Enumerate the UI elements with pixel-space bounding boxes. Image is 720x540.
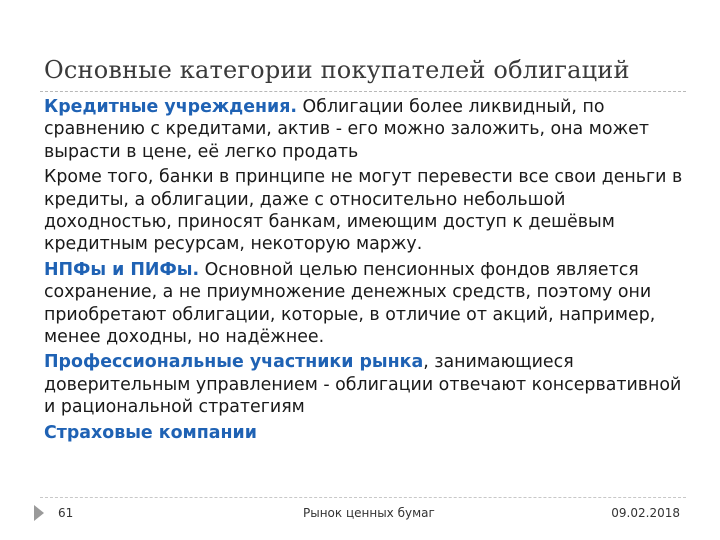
title-divider [40,91,686,92]
paragraph-highlight: Кредитные учреждения. [44,97,297,117]
paragraph-banks [44,166,694,256]
paragraph-pension-funds [44,259,694,349]
paragraph-highlight: Профессиональные участники рынка [44,352,424,373]
paragraph-text: , занимающиеся доверительным управлением - облигации отвечают консервативной и рациональной стратегиям [44,352,682,418]
paragraph-highlight: НПФы и ПИФы. [44,259,200,280]
slide-content [44,96,694,444]
triangle-arrow-icon [34,505,44,521]
slide-number: 61 [58,506,74,520]
paragraph-text: Облигации более ликвидный, по сравнению с кредитами, актив - его можно заложить, она может вырасти в цене, её легко продать [44,97,649,162]
slide-title: Основные категории покупателей облигаций [44,56,630,84]
footer-divider [40,497,686,498]
paragraph-insurance-companies [44,422,694,444]
paragraph-highlight: Страховые компании [44,422,257,443]
paragraph-text: Кроме того, банки в принципе не могут перевести все свои деньги в кредиты, а облигации, даже с относительно небольшой доходностью, приносят банкам, имеющим доступ к дешёвым кредитным ресурсам, некоторую маржу. [44,167,683,255]
paragraph-text: Основной целью пенсионных фондов является сохранение, а не приумножение денежных средств, поэтому они приобретают облигации, которые, в отличие от акций, например, менее доходны, но надёжнее. [44,259,656,348]
paragraph-credit-institutions [44,96,694,163]
footer-date: 09.02.2018 [611,506,680,520]
footer-title: Рынок ценных бумаг [303,506,435,520]
paragraph-professional-participants [44,351,694,418]
